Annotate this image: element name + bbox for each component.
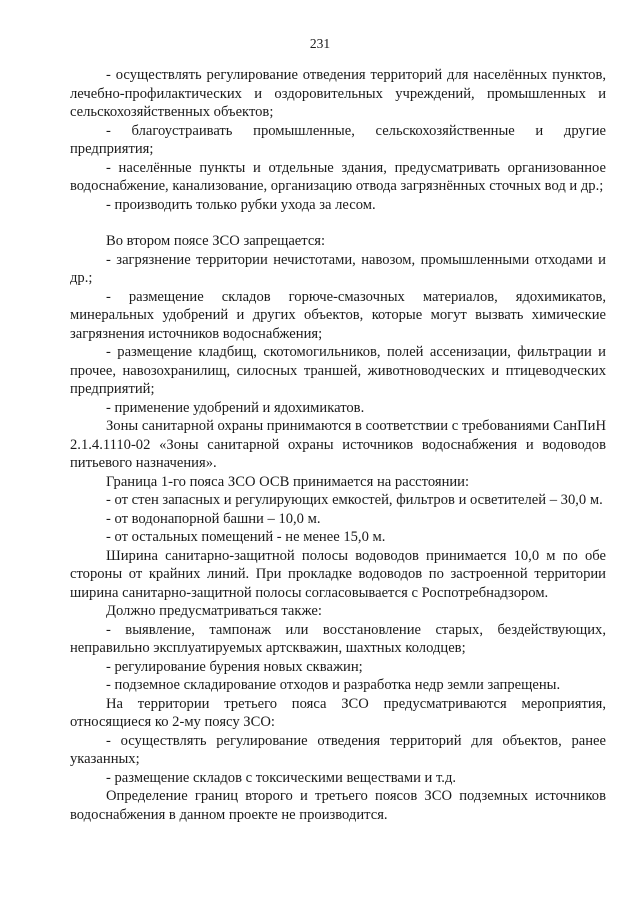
paragraph: - применение удобрений и ядохимикатов.: [106, 399, 365, 416]
paragraph: - от остальных помещений - не менее 15,0 м.: [106, 529, 386, 545]
paragraph: Граница 1-го пояса ЗСО ОСВ принимается на расстоянии:: [106, 473, 470, 490]
paragraph: - загрязнение территории нечистотами, навозом, промышленными отходами и др.;: [70, 251, 606, 286]
paragraph: - населённые пункты и отдельные здания, предусматривать организованное водоснабжение, канализование, организацию отвода загрязнённых сточных вод и др.;: [70, 159, 606, 194]
paragraph: - размещение складов горюче-смазочных материалов, ядохимикатов, минеральных удобрений и других объектов, которые могут вызвать химические загрязнения источников водоснабжения;: [70, 288, 606, 342]
paragraph: - от водонапорной башни – 10,0 м.: [106, 510, 321, 527]
paragraph: - осуществлять регулирование отведения территорий для населённых пунктов, лечебно-профилактических и оздоровительных учреждений, промышленных и сельскохозяйственных объектов;: [70, 67, 606, 120]
page-number: 231: [309, 36, 331, 51]
document-body: [70, 66, 606, 824]
paragraph: - производить только рубки ухода за лесом.: [106, 196, 376, 213]
paragraph: - благоустраивать промышленные, сельскохозяйственные и другие предприятия;: [70, 122, 606, 157]
paragraph: - размещение складов с токсическими веществами и т.д.: [106, 769, 457, 786]
section-heading: Во втором поясе ЗСО запрещается:: [106, 233, 326, 249]
paragraph: Ширина санитарно-защитной полосы водоводов принимается 10,0 м по обе стороны от крайних линий. При прокладке водоводов по застроенной территории ширина санитарно-защитной полосы согласовывается с Роспотребнадзором.: [70, 547, 606, 601]
paragraph: На территории третьего пояса ЗСО предусматриваются мероприятия, относящиеся ко 2-му поясу ЗСО:: [70, 695, 606, 730]
paragraph: - осуществлять регулирование отведения территорий для объектов, ранее указанных;: [70, 732, 606, 767]
paragraph: - от стен запасных и регулирующих емкостей, фильтров и осветителей – 30,0 м.: [106, 492, 603, 508]
paragraph: - подземное складирование отходов и разработка недр земли запрещены.: [106, 677, 561, 693]
paragraph: Должно предусматриваться также:: [106, 603, 322, 619]
paragraph: - выявление, тампонаж или восстановление старых, бездействующих, неправильно эксплуатируемых артскважин, шахтных колодцев;: [70, 621, 606, 656]
paragraph: - размещение кладбищ, скотомогильников, полей ассенизации, фильтрации и прочее, навозохранилищ, силосных траншей, животноводческих и птицеводческих предприятий;: [70, 344, 606, 397]
paragraph: Определение границ второго и третьего поясов ЗСО подземных источников водоснабжения в данном проекте не производится.: [70, 788, 606, 823]
paragraph: Зоны санитарной охраны принимаются в соответствии с требованиями СанПиН 2.1.4.1110-02 «Зоны санитарной охраны источников водоснабжения и водоводов питьевого назначения».: [70, 418, 606, 471]
paragraph: - регулирование бурения новых скважин;: [106, 658, 363, 675]
